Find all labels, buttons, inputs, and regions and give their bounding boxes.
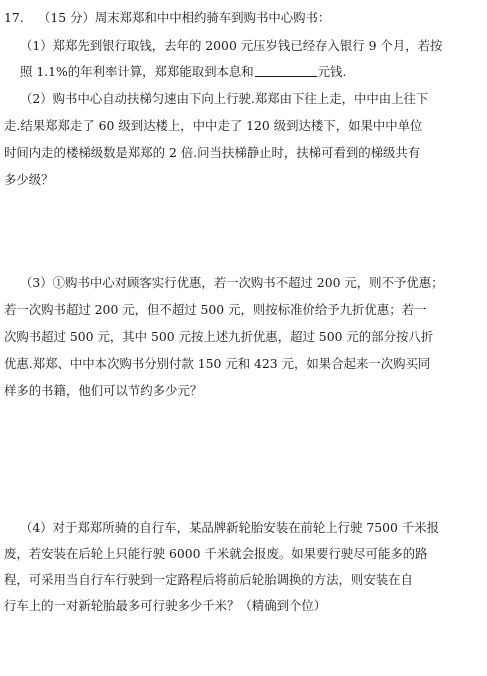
part-2-line-4: 多少级？ [4, 172, 54, 187]
part-4-line-2: 废，若安装在后轮上只能行驶 6000 千米就会报废。如果要行驶尽可能多的路 [4, 546, 428, 561]
part-3-line-5: 样多的书籍，他们可以节约多少元？ [4, 383, 203, 398]
part-2-line-2: 走.结果郑郑走了 60 级到达楼上，中中走了 120 级到达楼下，如果中中单位 [4, 118, 423, 133]
part-3-line-4: 优惠.郑郑、中中本次购书分别付款 150 元和 423 元，如果合起来一次购买同 [4, 356, 431, 371]
part-1-text-before-blank: 照 1.1%的年利率计算，郑郑能取到本息和 [20, 64, 254, 79]
part-3-line-1: （3）①购书中心对顾客实行优惠，若一次购书不超过 200 元，则不予优惠； [20, 275, 444, 290]
answer-blank[interactable] [255, 64, 317, 77]
part-1-line-2 [20, 64, 346, 80]
part-4-line-4: 行车上的一对新轮胎最多可行驶多少千米？（精确到个位） [4, 598, 327, 613]
part-4-line-3: 程，可采用当自行车行驶到一定路程后将前后轮胎调换的方法，则安装在自 [4, 572, 413, 587]
part-2-line-1: （2）购书中心自动扶梯匀速由下向上行驶.郑郑由下往上走，中中由上往下 [20, 91, 429, 106]
part-3-line-2: 若一次购书超过 200 元，但不超过 500 元，则按标准价给予九折优惠；若一 [4, 302, 427, 317]
part-3-line-3: 次购书超过 500 元，其中 500 元按上述九折优惠，超过 500 元的部分按八折 [4, 329, 434, 344]
question-number: 17. [4, 10, 24, 25]
part-1-text-after-blank: 元钱. [317, 64, 347, 79]
question-intro: （15 分）周末郑郑和中中相约骑车到购书中心购书： [38, 10, 331, 25]
part-1-line-1: （1）郑郑先到银行取钱，去年的 2000 元压岁钱已经存入银行 9 个月，若按 [20, 38, 443, 53]
part-2-line-3: 时间内走的楼梯级数是郑郑的 2 倍.问当扶梯静止时，扶梯可看到的梯级共有 [4, 145, 421, 160]
part-4-line-1: （4）对于郑郑所骑的自行车，某品牌新轮胎安装在前轮上行驶 7500 千米报 [20, 520, 440, 535]
